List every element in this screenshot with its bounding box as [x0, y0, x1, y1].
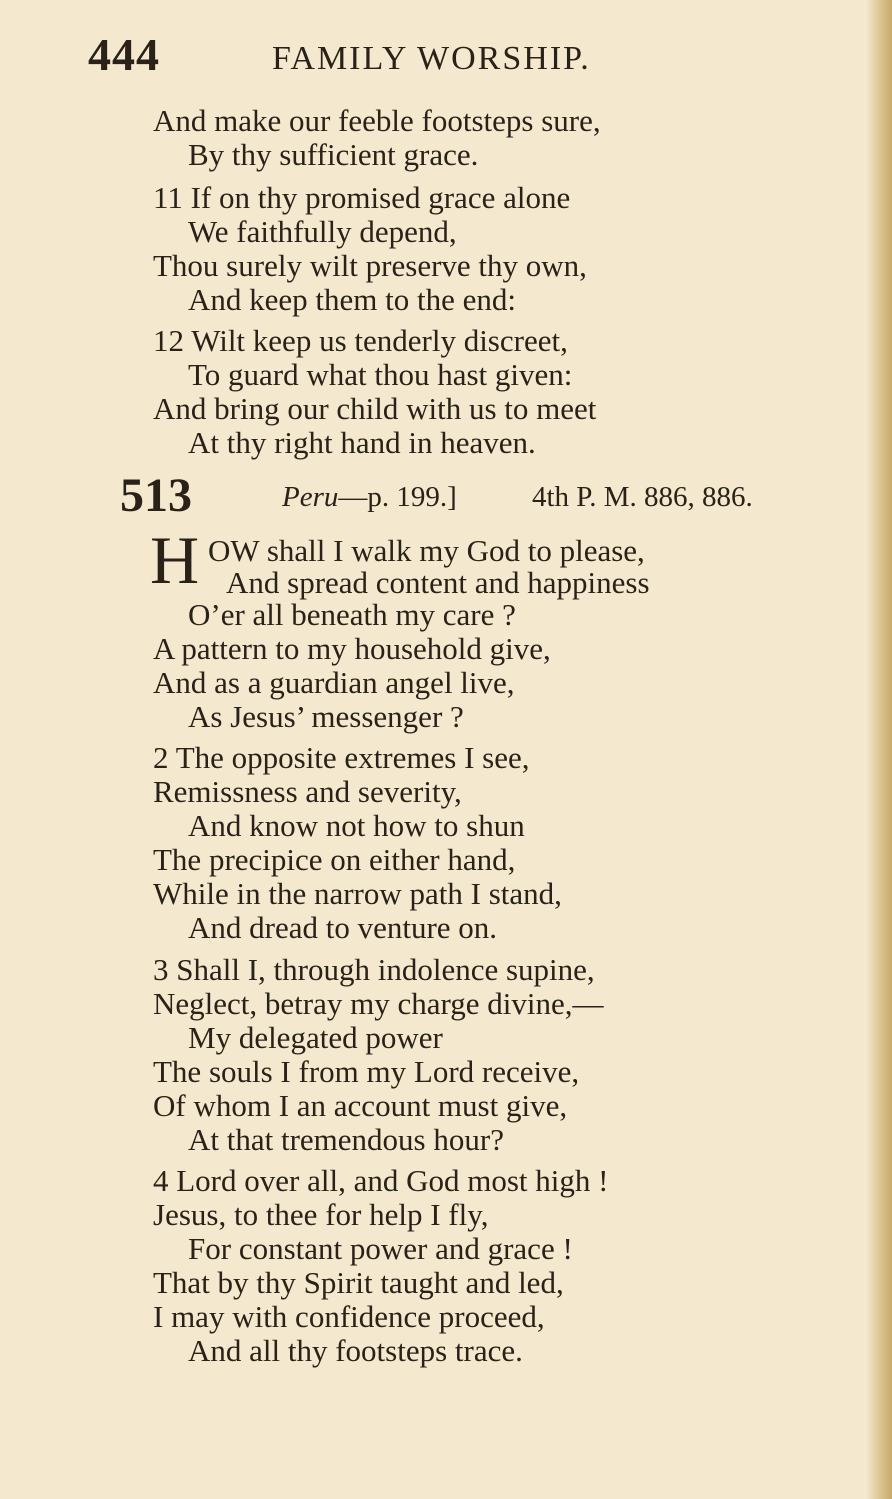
- verse-line: The precipice on either hand,: [153, 842, 516, 877]
- verse-line: At that tremendous hour?: [188, 1122, 504, 1157]
- verse-line: And all thy footsteps trace.: [188, 1333, 523, 1368]
- verse-line: 3 Shall I, through indolence supine,: [153, 952, 595, 987]
- hymn-heading: [120, 468, 840, 524]
- verse-line: I may with confidence proceed,: [153, 1299, 545, 1334]
- verse-line: Neglect, betray my charge divine,—: [153, 986, 604, 1021]
- tune-reference: [282, 481, 457, 514]
- page-header: [88, 28, 688, 88]
- verse-line: Remissness and severity,: [153, 774, 462, 809]
- verse-line: To guard what thou hast given:: [188, 357, 573, 392]
- verse-line: Of whom I an account must give,: [153, 1088, 568, 1123]
- running-title: FAMILY WORSHIP.: [272, 40, 591, 77]
- verse-line: And bring our child with us to meet: [153, 391, 597, 426]
- verse-line: 11 If on thy promised grace alone: [153, 180, 571, 215]
- drop-cap: H: [150, 522, 200, 598]
- meter: 4th P. M. 886, 886.: [532, 481, 753, 513]
- verse-line: And as a guardian angel live,: [153, 665, 515, 700]
- verse-line: 2 The opposite extremes I see,: [153, 740, 530, 775]
- tune-name: Peru: [282, 481, 339, 513]
- verse-line: Jesus, to thee for help I fly,: [153, 1197, 489, 1232]
- verse-line: My delegated power: [188, 1020, 443, 1055]
- verse-line: While in the narrow path I stand,: [153, 876, 562, 911]
- tune-page: —p. 199.]: [338, 481, 457, 513]
- verse-line: And make our feeble footsteps sure,: [153, 103, 601, 138]
- verse-line: That by thy Spirit taught and led,: [153, 1265, 564, 1300]
- verse-line: By thy sufficient grace.: [188, 137, 479, 172]
- verse-line: We faithfully depend,: [188, 214, 457, 249]
- verse-line: At thy right hand in heaven.: [188, 425, 536, 460]
- verse-line: 12 Wilt keep us tenderly discreet,: [153, 323, 568, 358]
- verse-line: A pattern to my household give,: [153, 631, 551, 666]
- verse-line: O’er all beneath my care ?: [188, 597, 516, 632]
- page-number: 444: [88, 29, 160, 80]
- hymn-number: 513: [120, 469, 192, 522]
- verse-line: The souls I from my Lord receive,: [153, 1054, 580, 1089]
- verse-line: As Jesus’ messenger ?: [188, 699, 464, 734]
- page-edge-shading: [866, 0, 892, 1499]
- verse-line: OW shall I walk my God to please,: [208, 533, 645, 568]
- verse-line: And know not how to shun: [188, 808, 525, 843]
- verse-line: And spread content and happiness: [226, 565, 650, 600]
- verse-line: For constant power and grace !: [188, 1231, 573, 1266]
- verse-line: And keep them to the end:: [188, 282, 516, 317]
- verse-line: 4 Lord over all, and God most high !: [153, 1163, 609, 1198]
- verse-line: Thou surely wilt preserve thy own,: [153, 248, 587, 283]
- verse-line: And dread to venture on.: [188, 910, 498, 945]
